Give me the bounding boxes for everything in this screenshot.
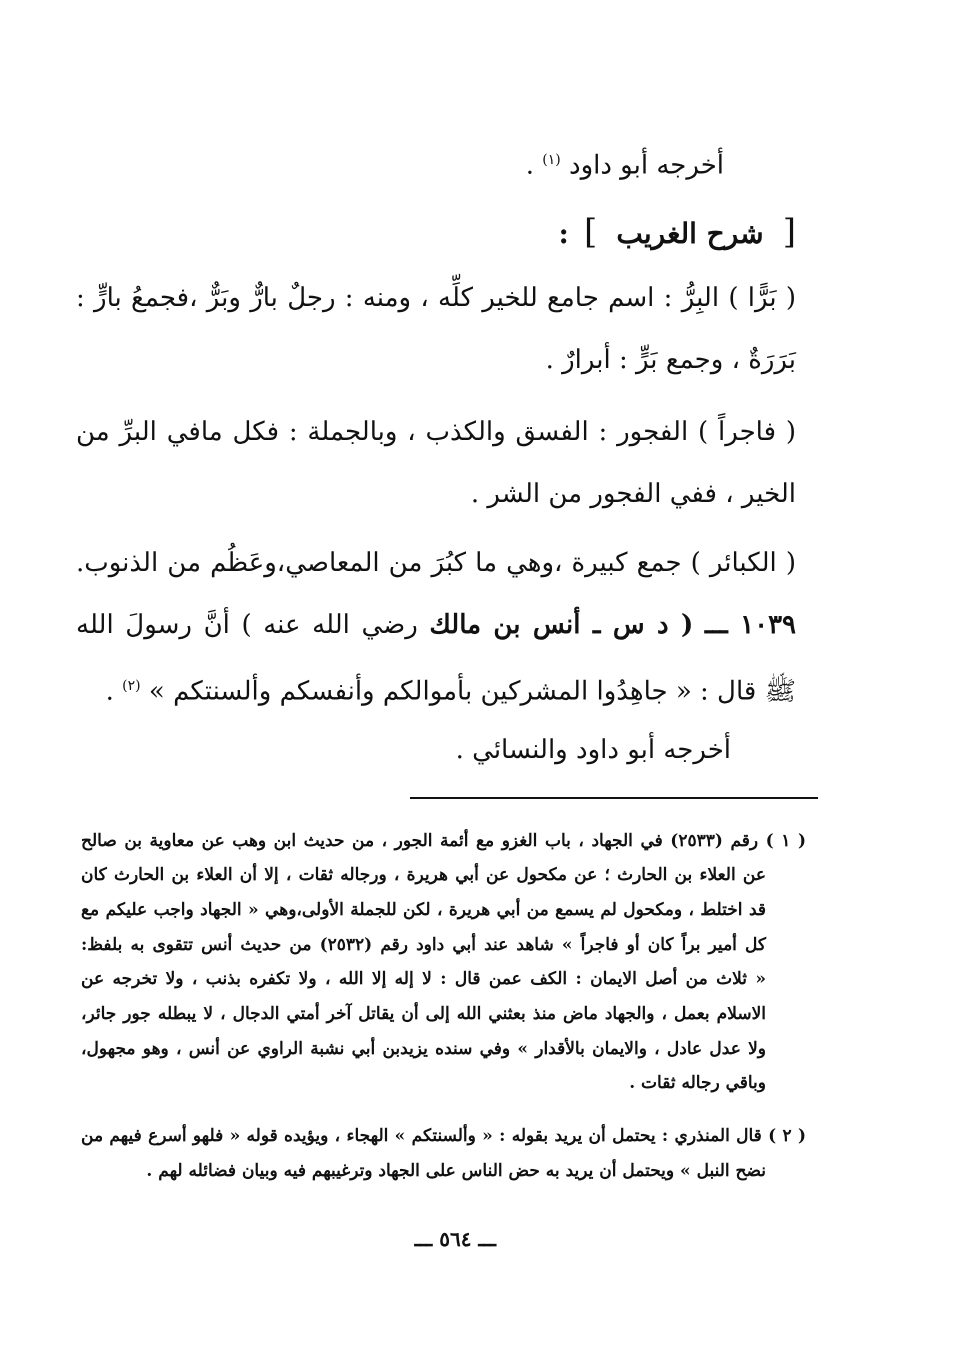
footnote-1-line-2: عن العلاء بن الحارث ؛ عن مكحول عن أبي هريرة ، ورجاله ثقات ، إلا أن العلاء بن الحارث كان [81, 865, 766, 885]
hadith-1039-line-2 [106, 666, 796, 712]
footnote-1-line-7: ولا عدل عادل ، والايمان بالأقدار » وفي سنده يزيدبن أبي نشبة الراوي عن أنس ، وهو مجهول، [81, 1039, 766, 1059]
gloss-kabair-line: ( الكبائر ) جمع كبيرة ،وهي ما كبُرَ من المعاصي،وعَظُم من الذنوب. [76, 548, 796, 578]
gloss-birr-line-2: بَرَرَةٌ ، وجمع بَرٍّ : أبرارٌ . [545, 345, 796, 375]
footnote-1-line-5: « ثلاث من أصل الايمان : الكف عمن قال : لا إله إلا الله ، ولا تكفره بذنب ، ولا تخرجه عن [81, 969, 766, 989]
section-heading [559, 210, 796, 254]
footnote-1-line-3: قد اختلط ، ومكحول لم يسمع من أبي هريرة ، لكن للجملة الأولى،وهي « الجهاد واجب عليكم مع [81, 900, 766, 920]
footnote-2-line-1: ( ٢ ) قال المنذري : يحتمل أن يريد بقوله : « وألسنتكم » الهجاء ، ويؤيده قوله « فلهو أسرع فيهم من [81, 1126, 806, 1146]
footnote-1-line-1: ( ١ ) رقم (٢٥٣٣) في الجهاد ، باب الغزو مع أئمة الجور ، من حديث ابن وهب عن معاوية بن صالح [81, 831, 806, 851]
footnote-1-line-4: كل أمير براً كان أو فاجراً » شاهد عند أبي داود رقم (٢٥٣٢) من حديث أنس تتقوى به بلفظ: [81, 935, 766, 955]
hadith-narrator: ( د س ـ أنس بن مالك [429, 610, 694, 640]
heading-text: شرح الغريب [616, 217, 764, 250]
takhrij-line-2: أخرجه أبو داود والنسائي . [455, 735, 731, 765]
heading-close-bracket: ] [583, 212, 598, 252]
heading-open-bracket: [ [782, 212, 796, 252]
page-number: ـــ ٥٦٤ ـــ [414, 1227, 496, 1251]
footnote-separator [410, 797, 818, 799]
hadith-1039-line-1 [76, 605, 796, 645]
gloss-birr-line-1: ( بَرًّا ) البِرُّ : اسم جامع للخير كلِّه ، ومنه : رجلٌ بارٌّ وبَرٌّ ،فجمعُ بارٍّ : [76, 283, 796, 313]
footnote-2-line-2: نضح النبل » ويحتمل أن يريد به حض الناس على الجهاد وترغيبهم فيه وبيان فضائله لهم . [146, 1161, 766, 1181]
sentence-end: . [105, 676, 114, 707]
takhrij-text: أخرجه أبو داود [568, 150, 724, 181]
footnote-ref-2: (٢) [122, 678, 141, 694]
hadith-number: ١٠٣٩ ـــ [704, 610, 796, 640]
footnote-ref-1: (١) [542, 152, 561, 168]
footnote-1-line-6: الاسلام بعمل ، والجهاد ماض منذ بعثني الله إلى أن يقاتل آخر أمتي الدجال ، لا يبطله جور جائر، [81, 1004, 766, 1024]
hadith-quote: قال : « جاهِدُوا المشركين بأموالكم وأنفسكم وألسنتكم » [148, 676, 757, 707]
footnote-1-line-8: وباقي رجاله ثقات . [629, 1073, 766, 1093]
hadith-text: رضي الله عنه ) أنَّ رسولَ الله [76, 610, 418, 640]
takhrij-line-1 [526, 140, 724, 186]
salawat-glyph: ﷺ [764, 676, 796, 707]
heading-colon: : [558, 217, 569, 250]
sentence-end: . [525, 150, 534, 181]
gloss-fajir-line-2: الخير ، ففي الفجور من الشر . [470, 479, 796, 509]
gloss-fajir-line-1: ( فاجراً ) الفجور : الفسق والكذب ، وبالجملة : فكل مافي البرِّ من [76, 417, 796, 447]
